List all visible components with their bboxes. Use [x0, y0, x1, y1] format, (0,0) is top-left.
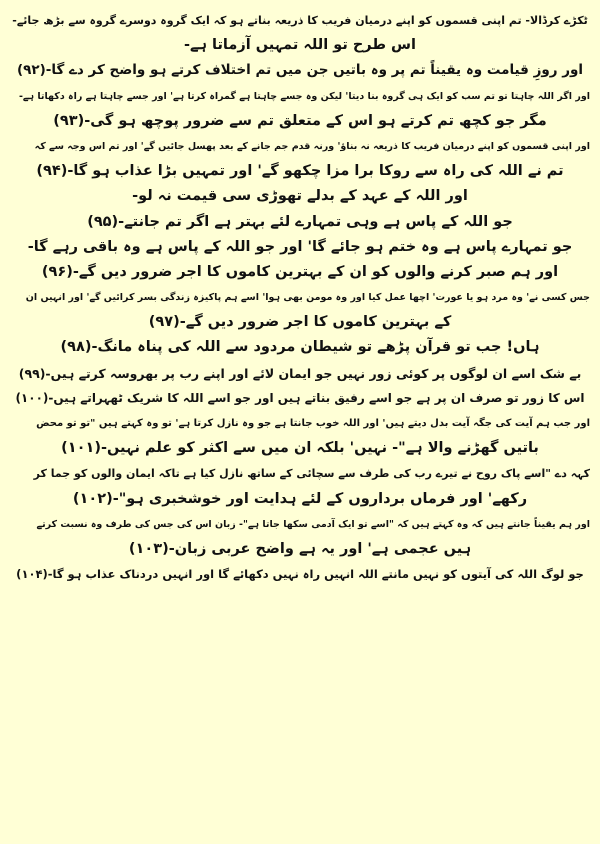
- text-line: اور اگر اللہ چاہتا تو تم سب کو ایک ہی گروہ بنا دیتا' لیکن وہ جسے چاہتا ہے گمراہ کرتا ہے' اور جسے چاہتا ہے راہ دکھاتا ہے-: [18, 90, 590, 102]
- text-line: جو تمہارے پاس ہے وہ ختم ہو جائے گا' اور جو اللہ کے پاس ہے وہ باقی رہے گا-: [27, 238, 573, 255]
- text-line: جو لوگ اللہ کی آیتوں کو نہیں مانتے اللہ انہیں راہ نہیں دکھائے گا اور انہیں دردناک عذاب ہو گا-(۱۰۴): [16, 567, 584, 582]
- text-line: رکھے' اور فرماں برداروں کے لئے ہدایت اور خوشخبری ہو"-(۱۰۲): [72, 490, 528, 507]
- text-line: اور جب ہم آیت کی جگہ آیت بدل دیتے ہیں' اور اللہ خوب جانتا ہے جو وہ نازل کرتا ہے' تو وہ کہتے ہیں "تو تو محض: [36, 418, 590, 429]
- text-line: اور ہم صبر کرنے والوں کو ان کے بہترین کاموں کا اجر ضرور دیں گے-(۹۶): [41, 263, 559, 280]
- text-line: بے شک اسے ان لوگوں پر کوئی زور نہیں جو ایمان لائے اور اپنے رب پر بھروسہ کرتے ہیں-(۹۹): [18, 365, 582, 381]
- text-line: باتیں گھڑنے والا ہے"- نہیں' بلکہ ان میں سے اکثر کو علم نہیں-(۱۰۱): [61, 440, 539, 457]
- text-line: اور اپنی قسموں کو اپنے درمیان فریب کا ذریعہ نہ بناؤ' ورنہ قدم جم جانے کے بعد پھسل جائیں گے' اور تم اس وجہ سے کہ: [34, 140, 590, 152]
- text-line: تم نے اللہ کی راہ سے روکا برا مزا چکھو گے' اور تمہیں بڑا عذاب ہو گا-(۹۴): [36, 163, 564, 180]
- text-line: ٹکڑے کرڈالا- تم اپنی قسموں کو اپنے درمیان فریب کا ذریعہ بناتے ہو کہ ایک گروہ دوسرے گروہ سے بڑھ جائے-: [12, 14, 588, 27]
- text-line: ہاں! جب تو قرآن پڑھے تو شیطان مردود سے اللہ کی پناہ مانگ-(۹۸): [60, 339, 540, 356]
- text-line: اور اللہ کے عہد کے بدلے تھوڑی سی قیمت نہ لو-: [132, 188, 468, 205]
- text-line: اس طرح تو اللہ تمہیں آزماتا ہے-: [183, 37, 417, 54]
- text-line: ہیں عجمی ہے' اور یہ ہے واضح عربی زبان-(۱۰۳): [128, 540, 472, 557]
- text-line: کے بہترین کاموں کا اجر ضرور دیں گے-(۹۷): [148, 314, 452, 331]
- text-line: اور روزِ قیامت وہ یقیناً تم پر وہ باتیں جن میں تم اختلاف کرتے ہو واضح کر دے گا-(۹۲): [16, 62, 584, 79]
- text-line: مگر جو کچھ تم کرتے ہو اس کے متعلق تم سے ضرور پوچھ ہو گی-(۹۳): [53, 112, 547, 129]
- text-line: جو اللہ کے پاس ہے وہی تمہارے لئے بہتر ہے اگر تم جانتے-(۹۵): [87, 213, 513, 230]
- text-line: اس کا زور تو صرف ان پر ہے جو اسے رفیق بناتے ہیں اور جو اسے اللہ کا شریک ٹھہراتے ہیں-(۱۰۰): [15, 390, 585, 405]
- text-line: اور ہم یقیناً جانتے ہیں کہ وہ کہتے ہیں کہ "اسے تو ایک آدمی سکھا جاتا ہے"- زبان اس کی جس کی طرف وہ نسبت کرتے: [36, 518, 590, 530]
- text-line: جس کسی نے' وہ مرد ہو یا عورت' اچھا عمل کیا اور وہ مومن بھی ہوا' اسے ہم پاکیزہ زندگی بسر کرائیں گے' اور انہیں ان: [25, 292, 590, 304]
- text-line: کہہ دے "اسے پاک روح نے تیرے رب کی طرف سے سچائی کے ساتھ نازل کیا ہے تاکہ ایمان والوں کو جما کر: [33, 467, 590, 481]
